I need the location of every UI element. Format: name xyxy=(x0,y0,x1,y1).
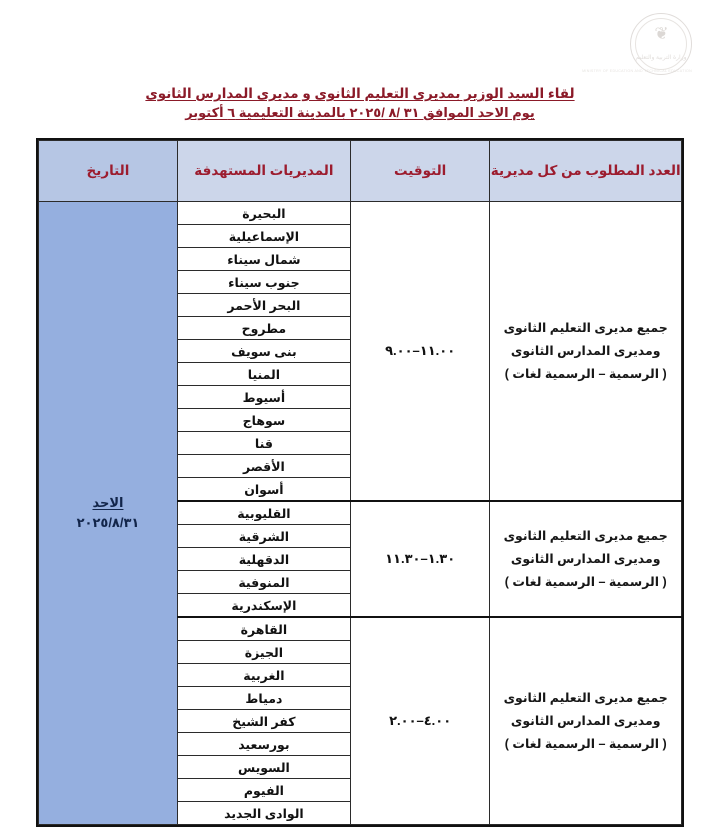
directorate-name: القليوبية xyxy=(178,502,350,525)
list-item xyxy=(178,756,350,779)
list-item xyxy=(178,594,350,617)
list-item xyxy=(178,502,350,525)
time-cell: ٤.٠٠–٢.٠٠ xyxy=(350,617,490,825)
directorate-name: الإسماعيلية xyxy=(178,225,350,248)
directorate-name: قنا xyxy=(178,432,350,455)
directorate-name: الغربية xyxy=(178,664,350,687)
seal-center-text: وزارة التربية والتعليم xyxy=(635,55,687,62)
list-item xyxy=(178,779,350,802)
directorate-list xyxy=(178,502,350,616)
list-item xyxy=(178,664,350,687)
count-line-3: ( الرسمية – الرسمية لغات ) xyxy=(504,736,667,751)
header-time: التوقيت xyxy=(350,141,490,202)
directorate-name: بنى سويف xyxy=(178,340,350,363)
table-body xyxy=(39,202,682,825)
directorate-name: الشرقية xyxy=(178,525,350,548)
count-line-1: جميع مديرى التعليم الثانوى xyxy=(503,528,668,543)
document-title xyxy=(0,84,720,122)
time-cell: ١١.٠٠–٩.٠٠ xyxy=(350,202,490,502)
title-line-1: لقاء السيد الوزير بمديرى التعليم الثانوى و مديرى المدارس الثانوى xyxy=(145,86,575,101)
list-item xyxy=(178,340,350,363)
header-required-count: العدد المطلوب من كل مديرية xyxy=(490,141,682,202)
list-item xyxy=(178,271,350,294)
list-item xyxy=(178,294,350,317)
required-count-cell xyxy=(490,202,682,502)
list-item xyxy=(178,386,350,409)
list-item xyxy=(178,571,350,594)
directorate-name: الفيوم xyxy=(178,779,350,802)
directorates-cell xyxy=(177,617,350,825)
list-item xyxy=(178,641,350,664)
required-count-cell xyxy=(490,617,682,825)
count-line-2: ومديرى المدارس الثانوى xyxy=(510,343,661,358)
date-value: ٢٠٢٥/٨/٣١ xyxy=(76,515,140,530)
list-item xyxy=(178,432,350,455)
directorate-name: بورسعيد xyxy=(178,733,350,756)
count-line-2: ومديرى المدارس الثانوى xyxy=(510,713,661,728)
list-item xyxy=(178,802,350,825)
required-count-cell xyxy=(490,501,682,617)
directorate-name: الإسكندرية xyxy=(231,598,297,613)
table-header xyxy=(39,141,682,202)
count-line-1: جميع مديرى التعليم الثانوى xyxy=(503,690,668,705)
directorate-name: الوادى الجديد xyxy=(224,806,304,821)
eagle-icon: ❦ xyxy=(654,24,668,44)
list-item xyxy=(178,710,350,733)
count-line-1: جميع مديرى التعليم الثانوى xyxy=(503,320,668,335)
directorate-name: الجيزة xyxy=(178,641,350,664)
directorate-name: القاهرة xyxy=(178,618,350,641)
list-item xyxy=(178,225,350,248)
list-item xyxy=(178,618,350,641)
list-item xyxy=(178,455,350,478)
date-cell xyxy=(39,202,178,825)
schedule-table xyxy=(38,140,682,825)
directorate-name: السويس xyxy=(178,756,350,779)
directorate-name: الدقهلية xyxy=(178,548,350,571)
time-cell: ١.٣٠–١١.٣٠ xyxy=(350,501,490,617)
directorate-name: البحر الأحمر xyxy=(178,294,350,317)
count-line-3: ( الرسمية – الرسمية لغات ) xyxy=(504,574,667,589)
list-item xyxy=(178,548,350,571)
directorate-name: كفر الشيخ xyxy=(178,710,350,733)
directorate-name: أسوان xyxy=(244,482,284,497)
directorates-cell xyxy=(177,202,350,502)
ministry-logo xyxy=(582,12,704,76)
header-date: التاريخ xyxy=(39,141,178,202)
directorates-cell xyxy=(177,501,350,617)
directorate-list xyxy=(178,202,350,500)
list-item xyxy=(178,733,350,756)
header-directorates: المديريات المستهدفة xyxy=(177,141,350,202)
header-row xyxy=(39,141,682,202)
list-item xyxy=(178,525,350,548)
directorate-name: أسيوط xyxy=(178,386,350,409)
date-day-label: الاحد xyxy=(92,495,124,510)
list-item xyxy=(178,478,350,501)
list-item xyxy=(178,363,350,386)
directorate-name: البحيرة xyxy=(178,202,350,225)
directorate-list xyxy=(178,618,350,824)
count-line-2: ومديرى المدارس الثانوى xyxy=(510,551,661,566)
directorate-name: المنوفية xyxy=(178,571,350,594)
directorate-name: مطروح xyxy=(178,317,350,340)
directorate-name: شمال سيناء xyxy=(178,248,350,271)
list-item xyxy=(178,202,350,225)
directorate-name: الأقصر xyxy=(178,455,350,478)
list-item xyxy=(178,687,350,710)
directorate-name: سوهاج xyxy=(178,409,350,432)
list-item xyxy=(178,409,350,432)
ministry-of-education-seal-icon xyxy=(582,13,692,75)
list-item xyxy=(178,317,350,340)
directorate-name: المنيا xyxy=(178,363,350,386)
schedule-table-container xyxy=(36,138,684,827)
directorate-name: جنوب سيناء xyxy=(178,271,350,294)
title-line-2: يوم الاحد الموافق ٣١ /٨ /٢٠٢٥ بالمدينة التعليمية ٦ أكتوبر xyxy=(185,105,535,120)
seal-ring-text: MINISTRY OF EDUCATION AND TECHNICAL EDUCATION xyxy=(582,68,692,73)
directorate-name: دمياط xyxy=(178,687,350,710)
list-item xyxy=(178,248,350,271)
count-line-3: ( الرسمية – الرسمية لغات ) xyxy=(504,366,667,381)
table-row xyxy=(39,202,682,502)
